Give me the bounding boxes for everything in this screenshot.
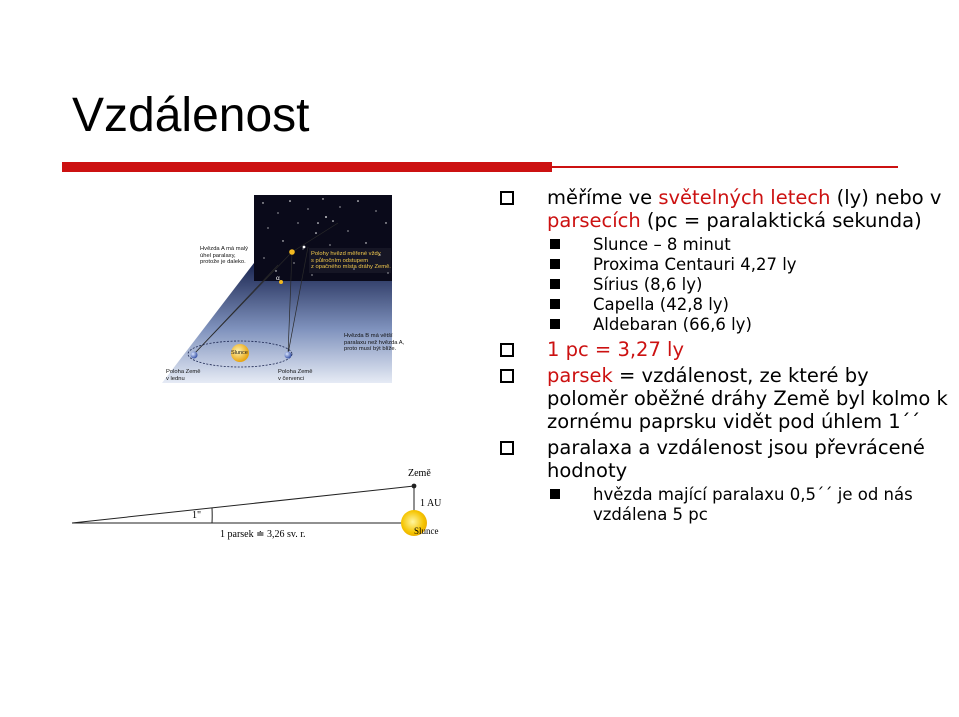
hollow-square-bullet-icon xyxy=(500,191,514,205)
sub-bullet-text: Proxima Centauri 4,27 ly xyxy=(593,255,797,274)
earth-january-label: Poloha Země v lednu xyxy=(166,369,201,382)
earth-july-label: Poloha Země v červenci xyxy=(278,369,313,382)
parallax-illustration-svg xyxy=(118,183,410,401)
sub-bullet-item xyxy=(498,485,948,525)
sub-bullet-text: hvězda mající paralaxu 0,5´´ je od nás vzdálena 5 pc xyxy=(593,485,913,524)
positions-note: Polohy hvězd měřené vždy s půlročním odstupem z opačného místa dráhy Země. xyxy=(311,251,391,271)
sub-bullet-text: Slunce – 8 minut xyxy=(593,235,731,254)
filled-square-bullet-icon xyxy=(550,279,560,289)
bullet-parsec-term: parsek xyxy=(547,364,613,387)
slide-title: Vzdálenost xyxy=(72,89,310,142)
bullet-conversion-text: 1 pc = 3,27 ly xyxy=(547,338,685,361)
sub-bullet-text: Capella (42,8 ly) xyxy=(593,295,729,314)
parallax-illustration xyxy=(118,183,410,401)
filled-square-bullet-icon xyxy=(550,259,560,269)
star-a-icon xyxy=(303,246,306,249)
title-divider xyxy=(62,160,898,174)
bullet-parallax-text: paralaxa a vzdálenost jsou převrácené hodnoty xyxy=(547,436,925,482)
sun-label: Slunce xyxy=(414,526,439,536)
earth-july-icon xyxy=(285,352,292,359)
parsec-diagram xyxy=(62,462,472,580)
hollow-square-bullet-icon xyxy=(500,441,514,455)
bullet-list xyxy=(498,186,948,525)
divider-thin xyxy=(552,166,898,168)
bullet-units-text-3: (pc = paralaktická sekunda) xyxy=(640,209,922,232)
earth-january-icon xyxy=(191,352,198,359)
au-label: 1 AU xyxy=(420,498,442,509)
bullet-parallax-relation xyxy=(498,436,948,482)
sub-bullet-item xyxy=(498,275,948,295)
star-b-icon xyxy=(289,249,295,255)
filled-square-bullet-icon xyxy=(550,239,560,249)
angle-alpha-label: α xyxy=(276,275,280,282)
star-a-note: Hvězda A má malý úhel paralaxy, protože je daleko. xyxy=(200,246,249,266)
bullet-parsec-definition xyxy=(498,364,948,433)
sub-bullet-item xyxy=(498,315,948,335)
filled-square-bullet-icon xyxy=(550,319,560,329)
filled-square-bullet-icon xyxy=(550,489,560,499)
sub-bullet-text: Aldebaran (66,6 ly) xyxy=(593,315,752,334)
earth-dot-icon xyxy=(412,484,417,489)
sub-bullet-text: Sírius (8,6 ly) xyxy=(593,275,703,294)
parsec-diagram-svg xyxy=(62,462,472,580)
divider-thick xyxy=(62,162,552,172)
sun-label: Slunce xyxy=(231,350,248,356)
filled-square-bullet-icon xyxy=(550,299,560,309)
bullet-units-text-1: měříme ve xyxy=(547,186,659,209)
bullet-units-highlight-1: světelných letech xyxy=(658,186,831,209)
hollow-square-bullet-icon xyxy=(500,369,514,383)
bullet-units-highlight-2: parsecích xyxy=(547,209,641,232)
bullet-conversion xyxy=(498,338,948,361)
sub-bullet-item xyxy=(498,255,948,275)
sub-bullet-item xyxy=(498,295,948,315)
hollow-square-bullet-icon xyxy=(500,343,514,357)
angle-label: 1" xyxy=(192,510,202,521)
bullet-units-text-2: (ly) nebo v xyxy=(830,186,942,209)
bullet-units xyxy=(498,186,948,232)
bullet-parsec-text: = vzdálenost, ze které by poloměr oběžné dráhy Země byl kolmo k zornému paprsku vidět pod úhlem 1´´ xyxy=(547,364,948,433)
parsec-length-label: 1 parsek ≐ 3,26 sv. r. xyxy=(220,529,306,540)
sub-bullet-item xyxy=(498,235,948,255)
star-b-note: Hvězda B má větší paralaxu než hvězda A, proto musí být blíže. xyxy=(344,333,405,353)
earth-label: Země xyxy=(408,468,431,479)
